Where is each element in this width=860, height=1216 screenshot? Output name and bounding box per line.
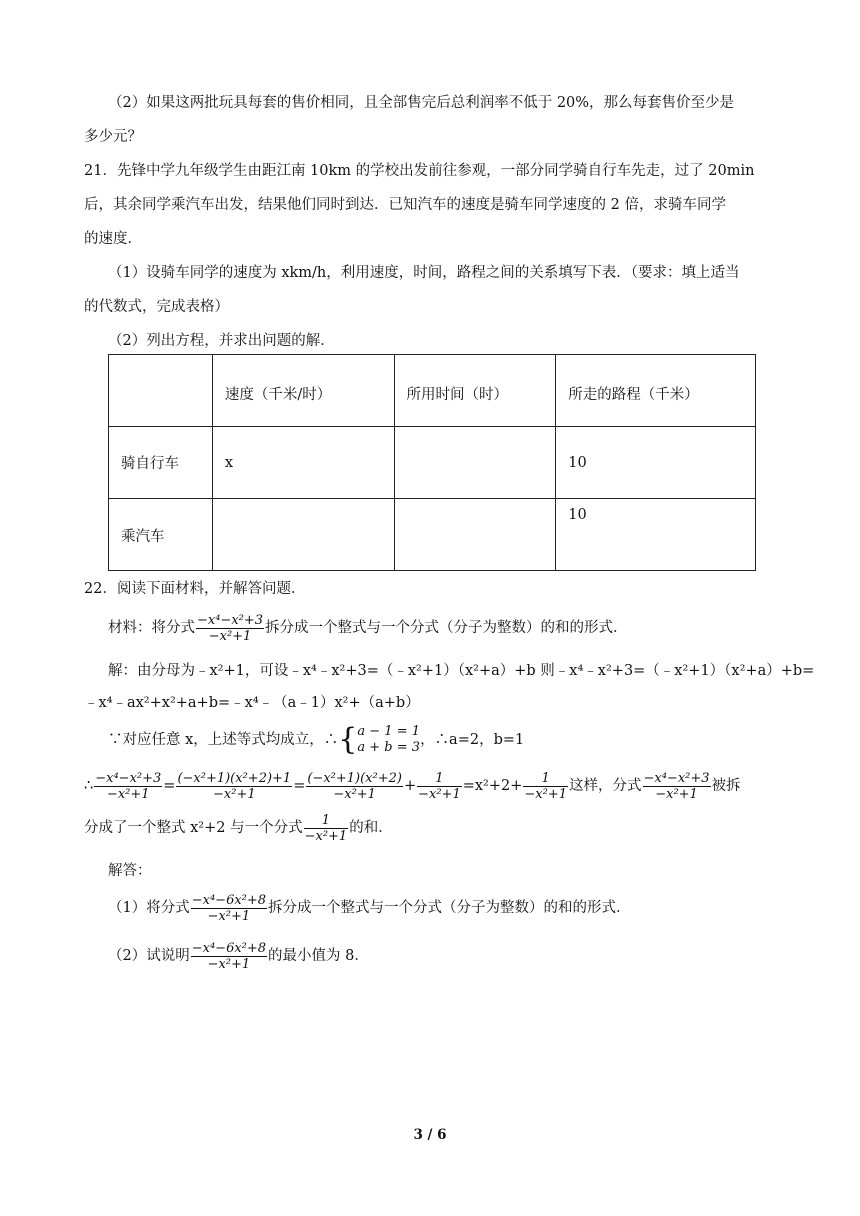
q21-line1: 21．先锋中学九年级学生由距江南 10km 的学校出发前往参观，一部分同学骑自行车先走，过了 20min [84, 163, 755, 179]
table-row-bike-time [394, 427, 556, 499]
fraction-numerator: 1 [417, 771, 462, 787]
speed-time-distance-table [108, 354, 756, 571]
therefore-symbol: ∴ [84, 778, 94, 794]
q21-part1-line2: 的代数式，完成表格） [84, 299, 229, 315]
fraction-6 [643, 771, 711, 802]
since-line [108, 722, 524, 758]
result-prefix: 分成了一个整式 x²+2 与一个分式 [84, 820, 303, 836]
table-header-time: 所用时间（时） [394, 355, 556, 427]
answer1-fraction [191, 893, 267, 924]
fraction-5 [523, 771, 568, 802]
q20-part2-line2: 多少元？ [84, 129, 142, 145]
equals-sign: = [163, 778, 176, 794]
answer-part1 [108, 888, 631, 928]
fraction-numerator: −x⁴−x²+3 [643, 770, 710, 786]
q21-line2: 后，其余同学乘汽车出发，结果他们同时到达．已知汽车的速度是骑车同学速度的 2 倍，求骑车同学 [84, 197, 726, 213]
since-prefix: ∵对应任意 x，上述等式均成立，∴ [108, 732, 339, 748]
table-row-car-label: 乘汽车 [109, 499, 213, 571]
fraction-denominator: −x²+1 [207, 956, 251, 972]
material-line [108, 610, 628, 646]
fraction-2 [176, 771, 292, 802]
answer1-suffix: 拆分成一个整式与一个分式（分子为整数）的和的形式． [268, 900, 631, 916]
fraction-denominator: −x²+1 [304, 828, 348, 844]
fraction-numerator: −x⁴−6x²+8 [191, 892, 267, 908]
result-fraction [304, 813, 349, 844]
table-row-car-time [394, 499, 556, 571]
table-row-bike-distance: 10 [556, 427, 756, 499]
equals-sign: = [293, 778, 306, 794]
page-number: 3 / 6 [413, 1127, 447, 1143]
answer2-prefix: （2）试说明 [108, 948, 190, 964]
fraction-numerator: 1 [523, 771, 568, 787]
fraction-numerator: −x⁴−6x²+8 [191, 940, 267, 956]
plus-sign: + [403, 778, 417, 794]
table-row-car-speed [212, 499, 394, 571]
fraction-numerator: −x⁴−x²+3 [197, 612, 264, 628]
q21-line3: 的速度． [84, 231, 142, 247]
result-suffix: 的和． [349, 820, 393, 836]
fraction-denominator: −x²+1 [213, 786, 256, 802]
fraction-numerator: −x⁴−x²+3 [95, 770, 162, 786]
table-row-bike-label: 骑自行车 [109, 427, 213, 499]
answer-label: 解答： [108, 863, 152, 879]
middle-text: =x²+2+ [462, 778, 523, 794]
system-eq2: a + b = 3 [357, 740, 421, 755]
fraction-numerator: (−x²+1)(x²+2)+1 [177, 770, 292, 786]
fraction-denominator: −x²+1 [524, 786, 567, 802]
fraction-denominator: −x²+1 [655, 786, 698, 802]
fraction-numerator: (−x²+1)(x²+2) [307, 770, 402, 786]
table-row-bike-speed: x [212, 427, 394, 499]
solution-line2: ﹣x⁴﹣ax²+x²+a+b=﹣x⁴﹣（a﹣1）x²+（a+b） [84, 695, 420, 711]
brace-icon: { [338, 722, 358, 757]
equation-system [338, 722, 420, 758]
table-header-distance: 所走的路程（千米） [556, 355, 756, 427]
solution-line1: 解：由分母为﹣x²+1，可设﹣x⁴﹣x²+3=（﹣x²+1）（x²+a）+b 则﹣x⁴﹣x²+3=（﹣x²+1）（x²+a）+b= [108, 663, 815, 679]
fraction-denominator: −x²+1 [418, 786, 461, 802]
material-fraction [196, 613, 264, 644]
split-text: 被拆 [711, 778, 741, 794]
answer1-prefix: （1）将分式 [108, 900, 190, 916]
therefore-line [84, 766, 741, 806]
material-prefix: 材料：将分式 [108, 620, 195, 636]
material-suffix: 拆分成一个整式与一个分式（分子为整数）的和的形式． [265, 620, 628, 636]
q20-part2-line1: （2）如果这两批玩具每套的售价相同，且全部售完后总利润率不低于 20%，那么每套售价至少是 [108, 95, 735, 111]
fraction-denominator: −x²+1 [106, 786, 150, 802]
fraction-denominator: −x²+1 [207, 908, 251, 924]
table-header-empty [109, 355, 213, 427]
q21-part1-line1: （1）设骑车同学的速度为 xkm/h，利用速度，时间，路程之间的关系填写下表．（要求：填上适当 [108, 265, 740, 281]
fraction-denominator: −x²+1 [208, 628, 252, 644]
q21-part2: （2）列出方程，并求出问题的解． [108, 333, 335, 349]
answer2-fraction [191, 941, 267, 972]
result-line [84, 808, 393, 848]
so-text: 这样，分式 [569, 778, 642, 794]
table-row-car-distance: 10 [556, 499, 756, 571]
answer-part2 [108, 936, 369, 976]
answer2-suffix: 的最小值为 8． [268, 948, 369, 964]
fraction-denominator: −x²+1 [333, 786, 376, 802]
q22-title: 22．阅读下面材料，并解答问题． [84, 581, 306, 597]
table-header-speed: 速度（千米/时） [212, 355, 394, 427]
fraction-3 [306, 771, 403, 802]
fraction-4 [417, 771, 462, 802]
system-eq1: a − 1 = 1 [357, 724, 420, 739]
fraction-numerator: 1 [304, 813, 349, 829]
since-suffix: ，∴a=2，b=1 [420, 732, 525, 748]
fraction-1 [94, 771, 162, 802]
